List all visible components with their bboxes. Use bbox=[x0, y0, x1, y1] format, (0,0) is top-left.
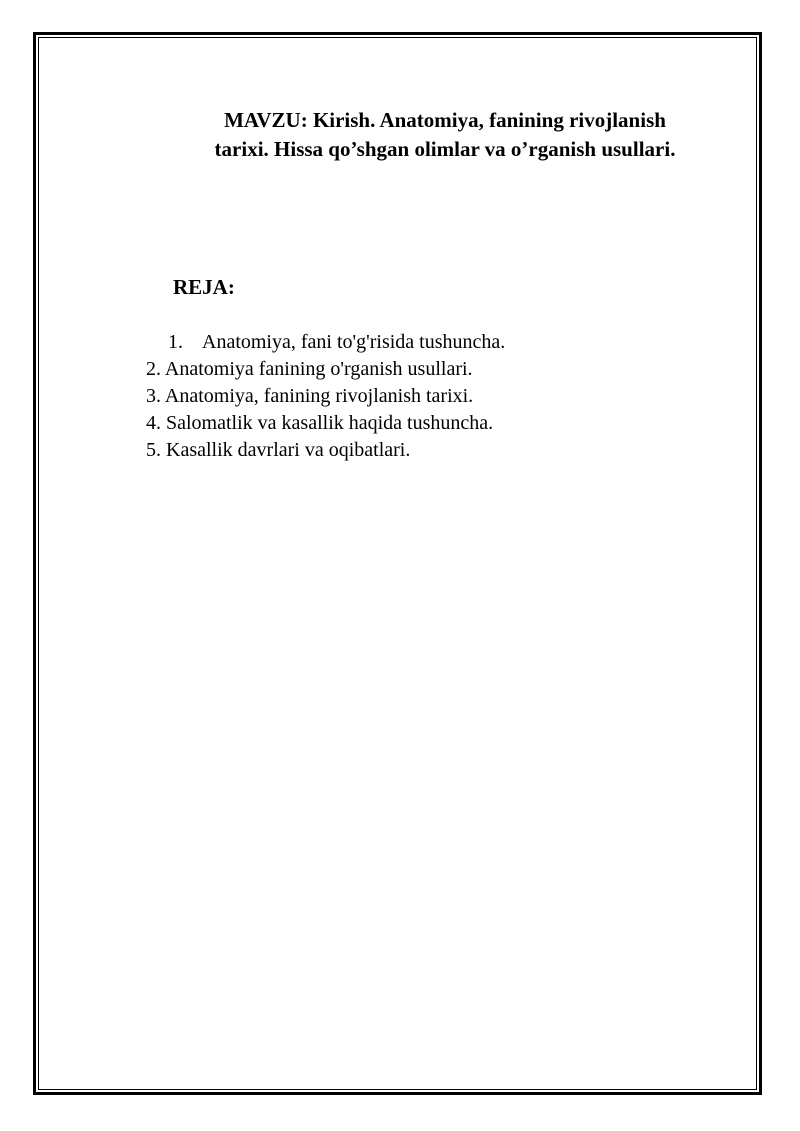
plan-item-text: Anatomiya fanining o'rganish usullari. bbox=[164, 358, 473, 380]
title-line-1: MAVZU: Kirish. Anatomiya, fanining rivojlanish bbox=[224, 108, 666, 132]
plan-item-number: 4. bbox=[146, 412, 161, 434]
plan-item-4 bbox=[146, 410, 505, 437]
title-line-2: tarixi. Hissa qo’shgan olimlar va o’rganish usullari. bbox=[214, 137, 676, 161]
plan-item-text: Anatomiya, fanining rivojlanish tarixi. bbox=[164, 385, 474, 407]
plan-item-1 bbox=[146, 329, 505, 356]
plan-item-text: Anatomiya, fani to'g'risida tushuncha. bbox=[202, 331, 506, 353]
plan-item-2 bbox=[146, 356, 505, 383]
plan-item-text: Salomatlik va kasallik haqida tushuncha. bbox=[166, 412, 494, 434]
document-title bbox=[150, 106, 740, 164]
plan-item-number: 5. bbox=[146, 439, 161, 461]
plan-item-3 bbox=[146, 383, 505, 410]
plan-item-text: Kasallik davrlari va oqibatlari. bbox=[166, 439, 411, 461]
plan-item-5 bbox=[146, 437, 505, 464]
page-border bbox=[33, 32, 762, 1095]
plan-item-number: 2. bbox=[146, 358, 161, 380]
plan-item-number: 1. bbox=[168, 331, 183, 353]
plan-list bbox=[146, 329, 505, 464]
plan-heading: REJA: bbox=[173, 275, 235, 299]
plan-item-number: 3. bbox=[146, 385, 161, 407]
